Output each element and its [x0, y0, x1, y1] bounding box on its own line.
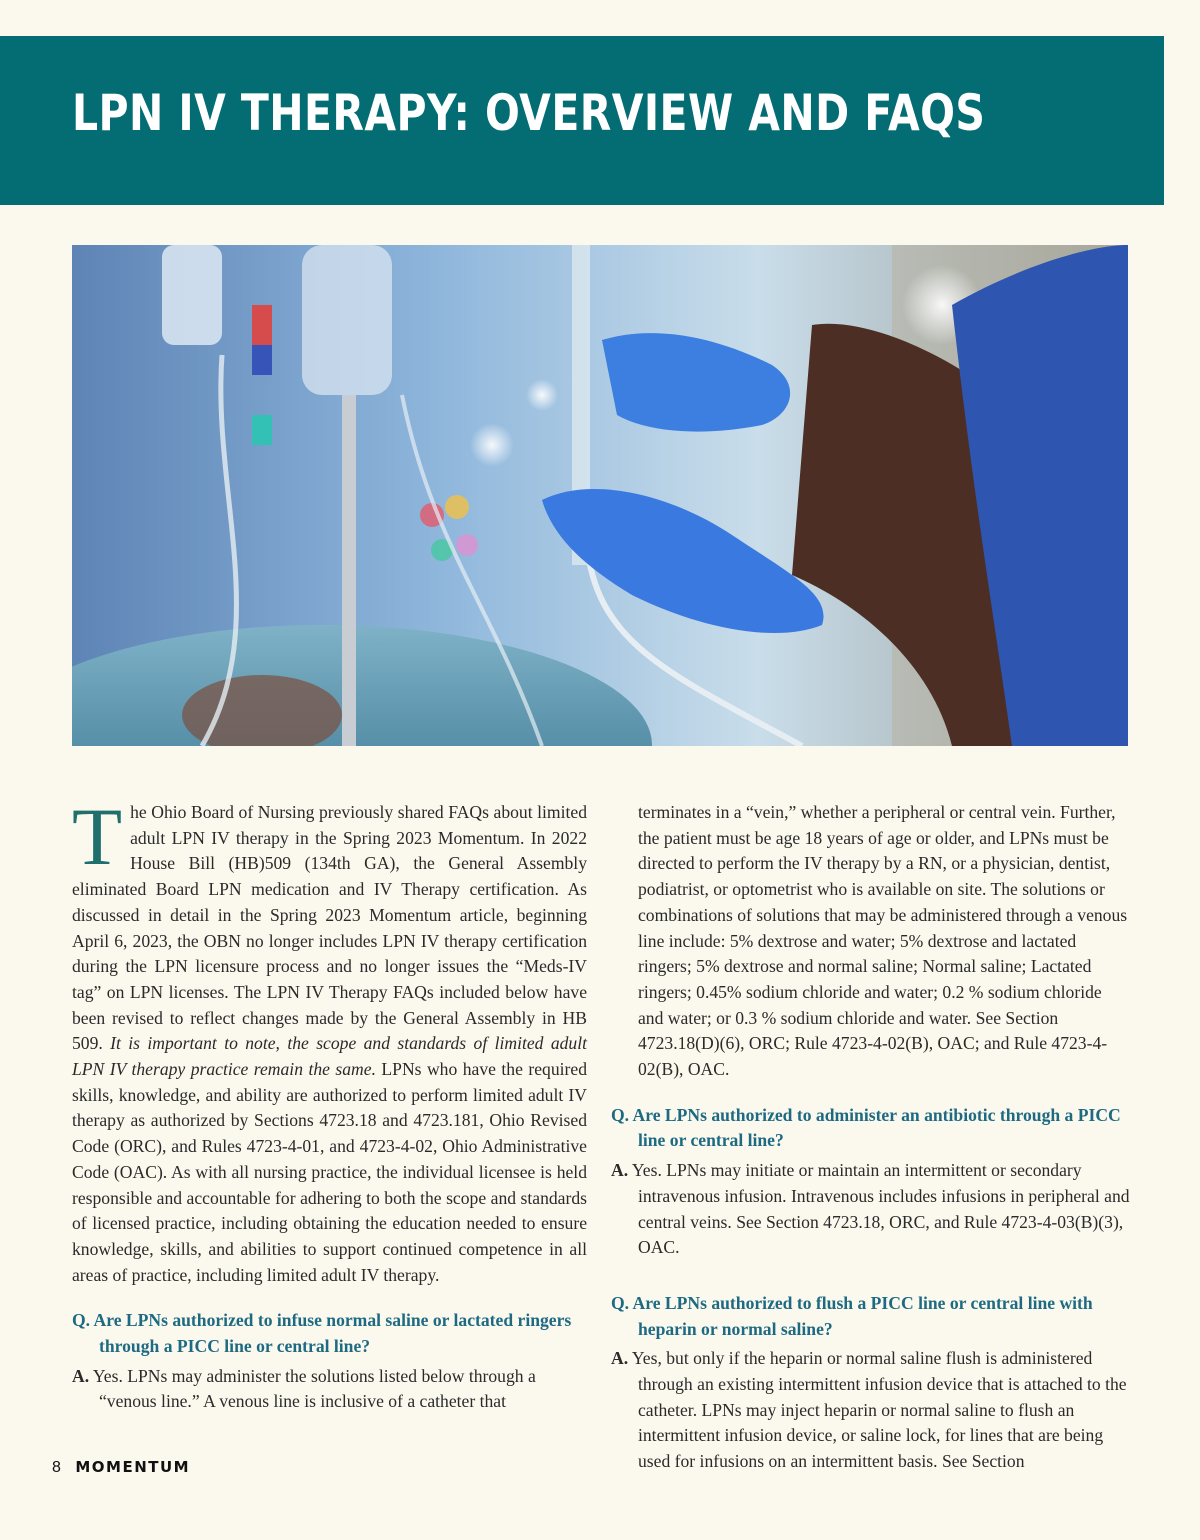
- page-number: 8: [52, 1459, 61, 1476]
- faq-item: [72, 1308, 587, 1415]
- answer-prefix: A.: [72, 1365, 90, 1386]
- faq-question: Q. Are LPNs authorized to flush a PICC line or central line with heparin or normal saline?: [611, 1292, 1093, 1339]
- title-banner: [0, 36, 1164, 205]
- page-title: LPN IV THERAPY: OVERVIEW AND FAQS: [72, 84, 986, 142]
- answer-text: Yes. LPNs may initiate or maintain an intermittent or secondary intravenous infusion. Intravenous includes infusions in peripheral and central veins. See Section 4723.18, ORC, and Rule 4723-4-03(B)(3), OAC.: [628, 1160, 1130, 1258]
- faq-answer: [611, 1346, 1131, 1475]
- intro-after: LPNs who have the required skills, knowledge, and ability are authorized to perform limited adult IV therapy as authorized by Sections 4723.18 and 4723.181, Ohio Revised Code (ORC), and Rules 4723-4-01, and 4723-4-02, Ohio Administrative Code (OAC). As with all nursing practice, the individual licensee is held responsible and accountable for adhering to both the scope and standards of licensed practice, including obtaining the education needed to ensure knowledge, skills, and abilities to support continued competence in all areas of practice, including limited adult IV therapy.: [72, 1059, 587, 1285]
- faq-question: Q. Are LPNs authorized to administer an antibiotic through a PICC line or central line?: [611, 1104, 1121, 1151]
- faq-item: [611, 1291, 1131, 1475]
- answer-text: Yes, but only if the heparin or normal saline flush is administered through an existing intermittent infusion device that is attached to the catheter. LPNs may inject heparin or normal saline to flush an intermittent infusion device, or saline lock, for lines that are being used for infusions on an intermittent basis. See Section: [628, 1348, 1127, 1472]
- page-footer: [52, 1458, 190, 1477]
- drop-cap: T: [72, 791, 123, 882]
- hero-photo: [72, 245, 1128, 746]
- answer-prefix: A.: [611, 1160, 629, 1181]
- intro-text: he Ohio Board of Nursing previously shared FAQs about limited adult LPN IV therapy in the Spring 2023 Momentum. In 2022 House Bill (HB)509 (134th GA), the General Assembly eliminated Board LPN medication and IV Therapy certification. As discussed in detail in the Spring 2023 Momentum article, beginning April 6, 2023, the OBN no longer includes LPN IV therapy certification during the LPN licensure process and no longer issues the “Meds-IV tag” on LPN licenses. The LPN IV Therapy FAQs included below have been revised to reflect changes made by the General Assembly in HB 509.: [72, 802, 587, 1054]
- faq-question: Q. Are LPNs authorized to infuse normal saline or lactated ringers through a PICC line or central line?: [72, 1310, 572, 1357]
- faq-answer-continued: terminates in a “vein,” whether a peripheral or central vein. Further, the patient must be age 18 years of age or older, and LPNs must be directed to perform the IV therapy by a RN, or a physician, dentist, podiatrist, or optometrist who is available on site. The solutions or combinations of solutions that may be administered through a venous line include: 5% dextrose and water; 5% dextrose and lactated ringers; 5% dextrose and normal saline; Normal saline; Lactated ringers; 0.45% sodium chloride and water; 0.2 % sodium chloride and water; or 0.3 % sodium chloride and water. See Section 4723.18(D)(6), ORC; Rule 4723-4-02(B), OAC; and Rule 4723-4-02(B), OAC.: [638, 802, 1128, 1080]
- nurse-iv-photo: [72, 245, 1128, 746]
- intro-paragraph: [72, 791, 588, 1288]
- publication-name: MOMENTUM: [75, 1458, 191, 1476]
- right-column: [611, 800, 1131, 1475]
- faq-answer: [611, 1158, 1131, 1261]
- left-column: [72, 791, 588, 1415]
- answer-text: Yes. LPNs may administer the solutions listed below through a “venous line.” A venous line is inclusive of a catheter that: [89, 1365, 536, 1412]
- faq-item: [611, 1103, 1131, 1261]
- answer-prefix: A.: [611, 1348, 629, 1369]
- intro-italic: It is important to note, the scope and standards of limited adult LPN IV therapy practice remain the same.: [72, 1033, 588, 1080]
- faq-answer: [72, 1364, 587, 1415]
